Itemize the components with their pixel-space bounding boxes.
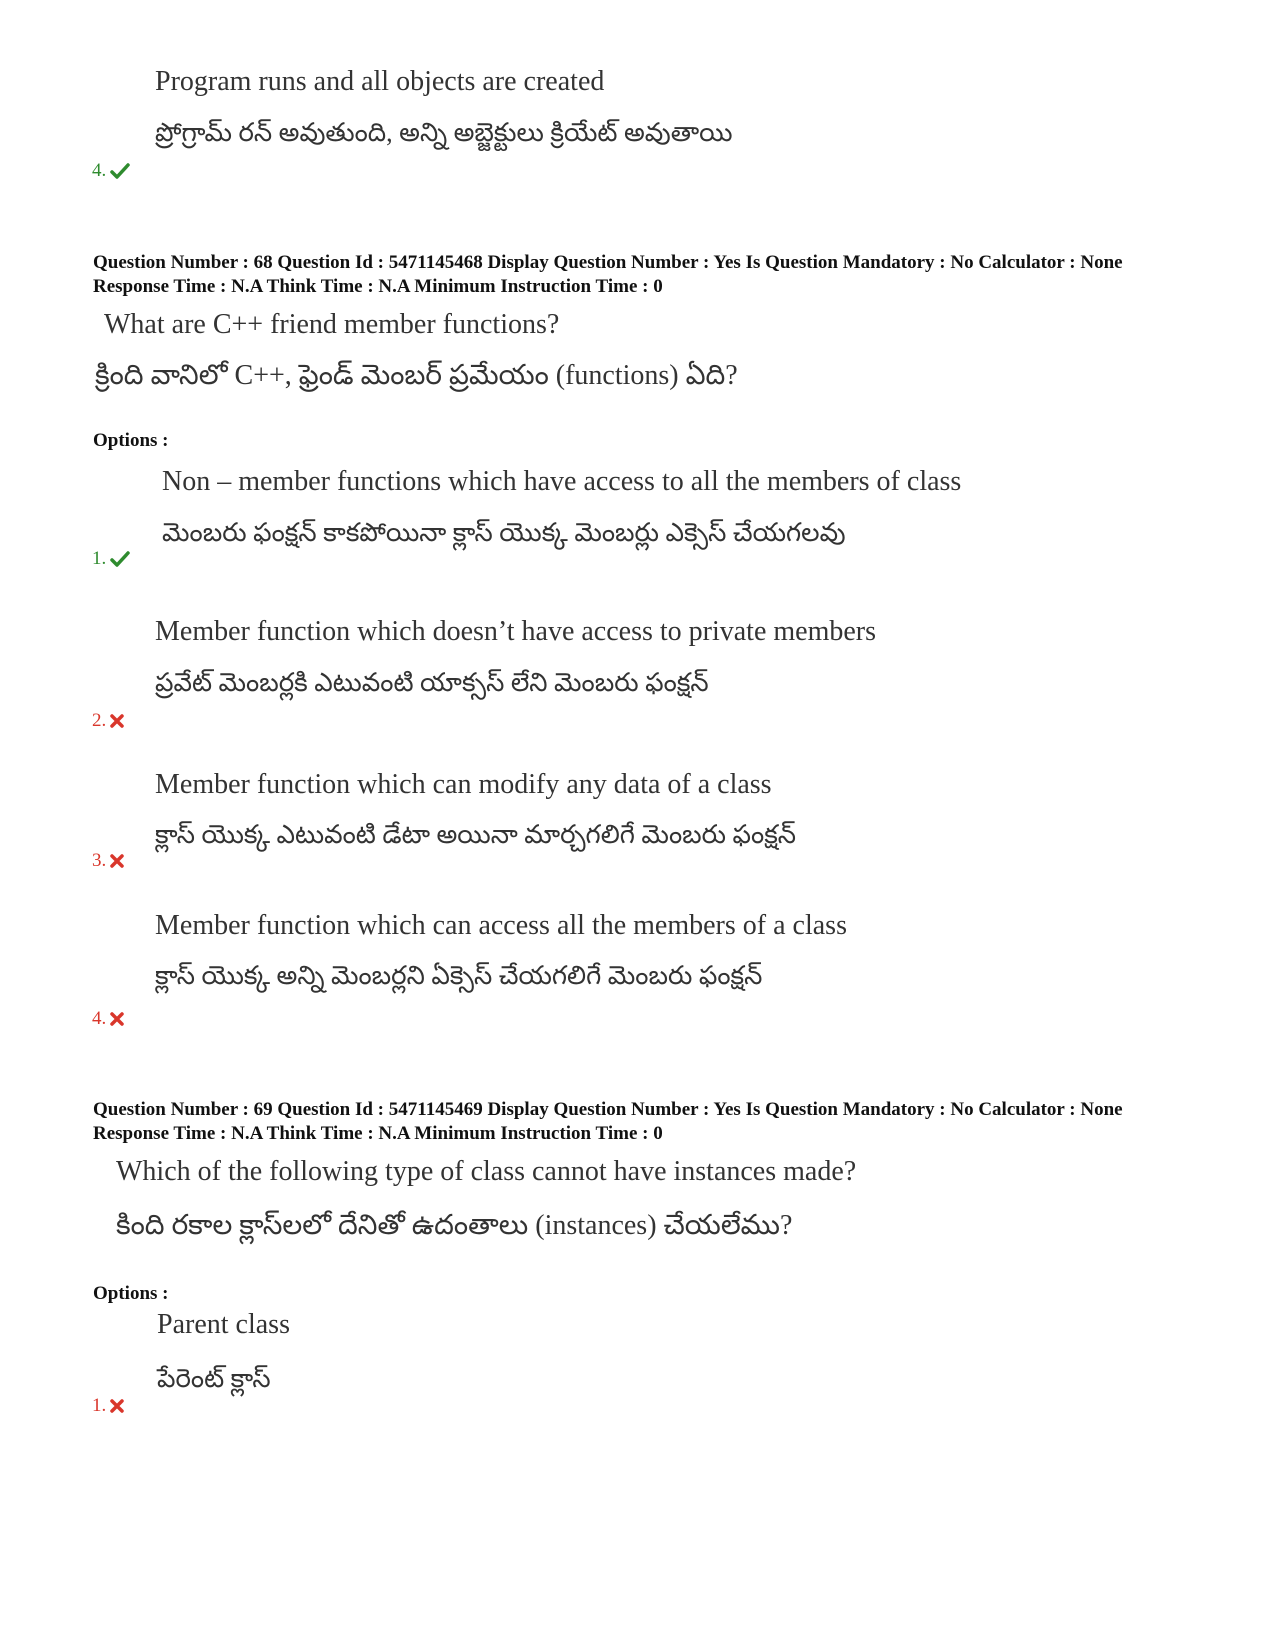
option-text-te: ప్రవేట్ మెంబర్లకి ఎటువంటి యాక్సస్ లేని మెంబరు ఫంక్షన్	[155, 668, 709, 697]
option-marker	[92, 850, 124, 872]
options-label: Options :	[93, 430, 169, 451]
option-text-te: ప్రోగ్రామ్ రన్ అవుతుంది, అన్ని అబ్జెక్టులు క్రియేట్ అవుతాయి	[155, 118, 733, 147]
option-number: 3.	[92, 850, 107, 871]
question-text-te: క్రింది వానిలో C++, ఫ్రెండ్ మెంబర్ ప్రమేయం (functions) ఏది?	[95, 360, 738, 391]
option-marker	[92, 710, 124, 732]
option-number: 4.	[92, 1008, 107, 1029]
option-number: 1.	[92, 548, 107, 569]
option-text-en: Member function which can modify any data of a class	[155, 769, 772, 800]
option-marker	[92, 160, 130, 182]
option-text-te: క్లాస్ యొక్క అన్ని మెంబర్లని ఏక్సెస్ చేయగలిగే మెంబరు ఫంక్షన్	[155, 961, 763, 990]
option-number: 4.	[92, 160, 107, 181]
option-text-en: Non – member functions which have access to all the members of class	[162, 466, 962, 497]
option-text-en: Member function which doesn’t have access to private members	[155, 616, 877, 647]
option-text-te: మెంబరు ఫంక్షన్ కాకపోయినా క్లాస్ యొక్క మెంబర్లు ఎక్సెస్ చేయగలవు	[162, 518, 846, 547]
question-meta: Question Number : 69 Question Id : 5471145469 Display Question Number : Yes Is Question Mandatory : No Calculator : None Response Time : N.A Think Time : N.A Minimum Instruction Time : 0	[93, 1099, 1123, 1144]
cross-icon	[110, 854, 124, 868]
option-number: 1.	[92, 1395, 107, 1416]
cross-icon	[110, 1012, 124, 1026]
option-text-en: Member function which can access all the members of a class	[155, 910, 847, 941]
option-text-en: Parent class	[157, 1309, 290, 1340]
option-text-te: పేరెంట్ క్లాస్	[157, 1364, 271, 1393]
option-marker	[92, 1395, 124, 1417]
option-marker	[92, 1008, 124, 1030]
option-text-en: Program runs and all objects are created	[155, 66, 605, 97]
question-text-en: Which of the following type of class cannot have instances made?	[116, 1156, 857, 1187]
question-meta: Question Number : 68 Question Id : 5471145468 Display Question Number : Yes Is Question Mandatory : No Calculator : None Response Time : N.A Think Time : N.A Minimum Instruction Time : 0	[93, 252, 1123, 297]
question-text-en: What are C++ friend member functions?	[104, 309, 560, 340]
cross-icon	[110, 1399, 124, 1413]
option-number: 2.	[92, 710, 107, 731]
option-text-te: క్లాస్ యొక్క ఎటువంటి డేటా అయినా మార్చగలిగే మెంబరు ఫంక్షన్	[155, 820, 797, 849]
question-text-te: కింది రకాల క్లాస్‌లలో దేనితో ఉదంతాలు (instances) చేయలేము?	[116, 1210, 793, 1241]
check-icon	[110, 163, 130, 179]
option-marker	[92, 548, 130, 570]
check-icon	[110, 551, 130, 567]
options-label: Options :	[93, 1283, 169, 1304]
cross-icon	[110, 714, 124, 728]
